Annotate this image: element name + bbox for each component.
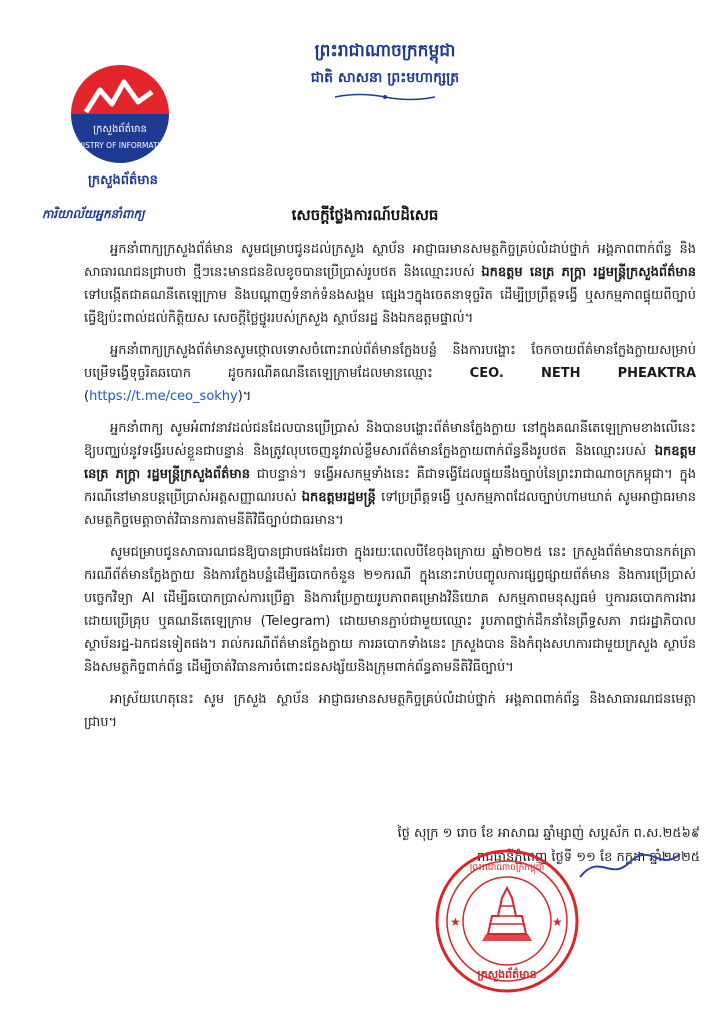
paragraph-text: ជាបន្ទាន់។ ទង្វើអសកម្មទាំងនេះ គឺជាទង្វើដែលផ្ទុយនឹងច្បាប់នៃព្រះរាជាណាចក្រកម្ពុជា។ ក្នុងករណីនៅមានបន្តប្រើប្រាស់អត្តសញ្ញាណរបស់ bbox=[84, 467, 696, 505]
paragraph-1 bbox=[84, 238, 696, 330]
place-date: រាជធានីភ្នំពេញ ថ្ងៃទី ១១ ខែ កក្កដា ឆ្នាំ២០២៥ bbox=[477, 850, 700, 865]
minister-name: ឯកឧត្តម នេត្រ ភក្ត្រា រដ្ឋមន្ត្រីក្រសួងព័ត៌មាន bbox=[481, 265, 696, 280]
paragraph-3 bbox=[84, 417, 696, 532]
fake-account-name: CEO. NETH PHEAKTRA bbox=[469, 366, 696, 381]
paragraph-text: ទៅបង្កើតជាគណនីតេឡេក្រាម និងបណ្ដាញទំនាក់ទំនងសង្គម ផ្សេងៗក្នុងចេតនាទុច្ចរិត ដើម្បីប្រព្រឹត្តទង្វើ ឬសកម្មភាពផ្ទុយពីច្បាប់ធ្វើឱ្យប៉ះពាល់ដល់កិត្តិយស សេចក្ដីថ្លៃថ្នូររបស់ក្រសួង ស្ថាប័នរដ្ឋ និងឯកឧត្តមផ្ទាល់។ bbox=[84, 288, 696, 326]
paragraph-text: អាស្រ័យហេតុនេះ សូម ក្រសួង ស្ថាប័ន អាជ្ញាធរមានសមត្ថកិច្ចគ្រប់លំដាប់ថ្នាក់ អង្គភាពពាក់ព័ន្ធ និងសាធារណជនមេត្តាជ្រាប។ bbox=[84, 692, 696, 730]
paragraph-text: អ្នកនាំពាក្យ សូមអំពាវនាវដល់ជនដែលបានប្រើប្រាស់ និងបានបង្ហោះព័ត៌មានក្លែងក្លាយ នៅក្នុងគណនីតេឡេក្រាមខាងលើនេះ ឱ្យបញ្ឈប់នូវទង្វើរបស់ខ្លួនជាបន្ទាន់ និងត្រូវលុបចេញនូវរាល់ខ្លឹមសារព័ត៌មានក្លែងក្លាយពាក់ព័ន្ធនឹងរូបថត និងឈ្មោះរបស់ bbox=[84, 421, 696, 459]
paragraph-text: សូមជម្រាបជូនសាធារណជនឱ្យបានជ្រាបផងដែរថា ក្នុងរយៈពេលបីខែចុងក្រោយ ឆ្នាំ២០២៥ នេះ ក្រសួងព័ត៌មានបានកត់ត្រាករណីព័ត៌មានក្លែងក្លាយ និងការក្លែងបន្លំដើម្បីឆបោកចំនួន ២១ករណី ក្នុងនោះរាប់បញ្ចូលការផ្សព្វផ្សាយព័ត៌មាន និងការប្រើប្រាស់បច្ចេកវិទ្យា AI ដើម្បីឆបោកប្រាស់ការប្រើគ្នា និងការប្រែក្លាយរូបភាពគម្រោងវិនិយោគ សកម្មភាពមនុស្សធម៌ ឬការឆបោកការងារដោយប្រើគ្រុប ឬគណនីតេឡេក្រាម (Telegram) ដោយមានភ្ជាប់ជាមួយឈ្មោះ រូបភាពថ្នាក់ដឹកនាំនៃព្រឹទ្ធសភា រាជរដ្ឋាភិបាល ស្ថាប័នរដ្ឋ-ឯកជនទៀតផង។ រាល់ករណីព័ត៌មានក្លែងក្លាយ ការឆបោកទាំងនេះ ក្រសួងបាន និងកំពុងសហការជាមួយក្រសួង ស្ថាប័ន និងសមត្ថកិច្ចពាក់ព័ន្ធ ដើម្បីចាត់វិធានការចំពោះជនសង្ស័យនិងក្រុមពាក់ព័ន្ធតាមនីតិវិធីច្បាប់។ bbox=[84, 545, 696, 675]
motto-nation-religion-king: ជាតិ សាសនា ព្រះមហាក្សត្រ bbox=[310, 70, 460, 86]
paragraph-5 bbox=[84, 688, 696, 734]
ministry-logo bbox=[68, 62, 172, 166]
paragraph-text: អ្នកនាំពាក្យក្រសួងព័ត៌មាន សូមជម្រាបជូនដល់ក្រសួង ស្ថាប័ន អាជ្ញាធរមានសមត្ថកិច្ចគ្រប់លំដាប់ថ្នាក់ អង្គភាពពាក់ព័ន្ធ និងសាធារណជនជ្រាបថា ថ្មីៗនេះមានជនខិលខូចបានប្រើប្រាស់រូបថត និងឈ្មោះរបស់ bbox=[84, 242, 696, 280]
svg-text:★: ★ bbox=[552, 915, 563, 929]
paragraph-text: )។ bbox=[237, 389, 252, 404]
fake-account-link[interactable]: https://t.me/ceo_sokhy bbox=[89, 389, 238, 404]
official-stamp bbox=[432, 846, 582, 996]
logo-en-label: MINISTRY OF INFORMATION bbox=[68, 141, 172, 150]
lunar-date: ថ្ងៃ សុក្រ ១ រោច ខែ អាសាឍ ឆ្នាំម្សាញ់ សប្តស័ក ព.ស.២៥៦៩ bbox=[397, 826, 700, 841]
motto-ornament-icon bbox=[330, 92, 440, 102]
motto-kingdom: ព្រះរាជាណាចក្រកម្ពុជា bbox=[314, 41, 456, 61]
document-title: សេចក្ដីថ្លែងការណ៍បដិសេធ bbox=[291, 206, 439, 224]
ministry-name: ក្រសួងព័ត៌មាន bbox=[88, 173, 158, 188]
spokesperson-office: ការិយាល័យអ្នកនាំពាក្យ bbox=[42, 207, 145, 221]
paragraph-text: ទៅប្រព្រឹត្តទង្វើ ឬសកម្មភាពដែលច្បាប់ហាមឃាត់ សូមអាជ្ញាធរមានសមត្ថកិច្ចមេត្តាចាត់វិធានការតាមនីតិវិធីច្បាប់ជាធរមាន។ bbox=[84, 490, 696, 528]
paragraph-text: អ្នកនាំពាក្យក្រសួងព័ត៌មានសូមថ្កោលទោសចំពោះរាល់ព័ត៌មានក្លែងបន្លំ និងការបង្ហោះ ចែកចាយព័ត៌មានក្លែងក្លាយសម្រាប់បម្រើទង្វើទុច្ចរិតឆបោក ដូចករណីគណនីតេឡេក្រាមដែលមានឈ្មោះ bbox=[84, 343, 696, 381]
paragraph-2 bbox=[84, 339, 696, 408]
minister-title: ឯកឧត្តមរដ្ឋមន្ត្រី bbox=[301, 490, 376, 505]
paragraph-text: ( bbox=[84, 389, 90, 404]
svg-text:★: ★ bbox=[450, 915, 461, 929]
document-body bbox=[84, 238, 696, 743]
paragraph-4 bbox=[84, 541, 696, 679]
stamp-bottom-text: ក្រសួងព័ត៌មាន bbox=[477, 968, 537, 981]
logo-kh-label: ក្រសួងព័ត៌មាន bbox=[93, 124, 147, 135]
minister-name: ឯកឧត្តម នេត្រ ភក្ត្រា រដ្ឋមន្ត្រីក្រសួងព័ត៌មាន bbox=[84, 444, 696, 482]
stamp-top-text: ព្រះរាជាណាចក្រកម្ពុជា bbox=[469, 863, 545, 873]
